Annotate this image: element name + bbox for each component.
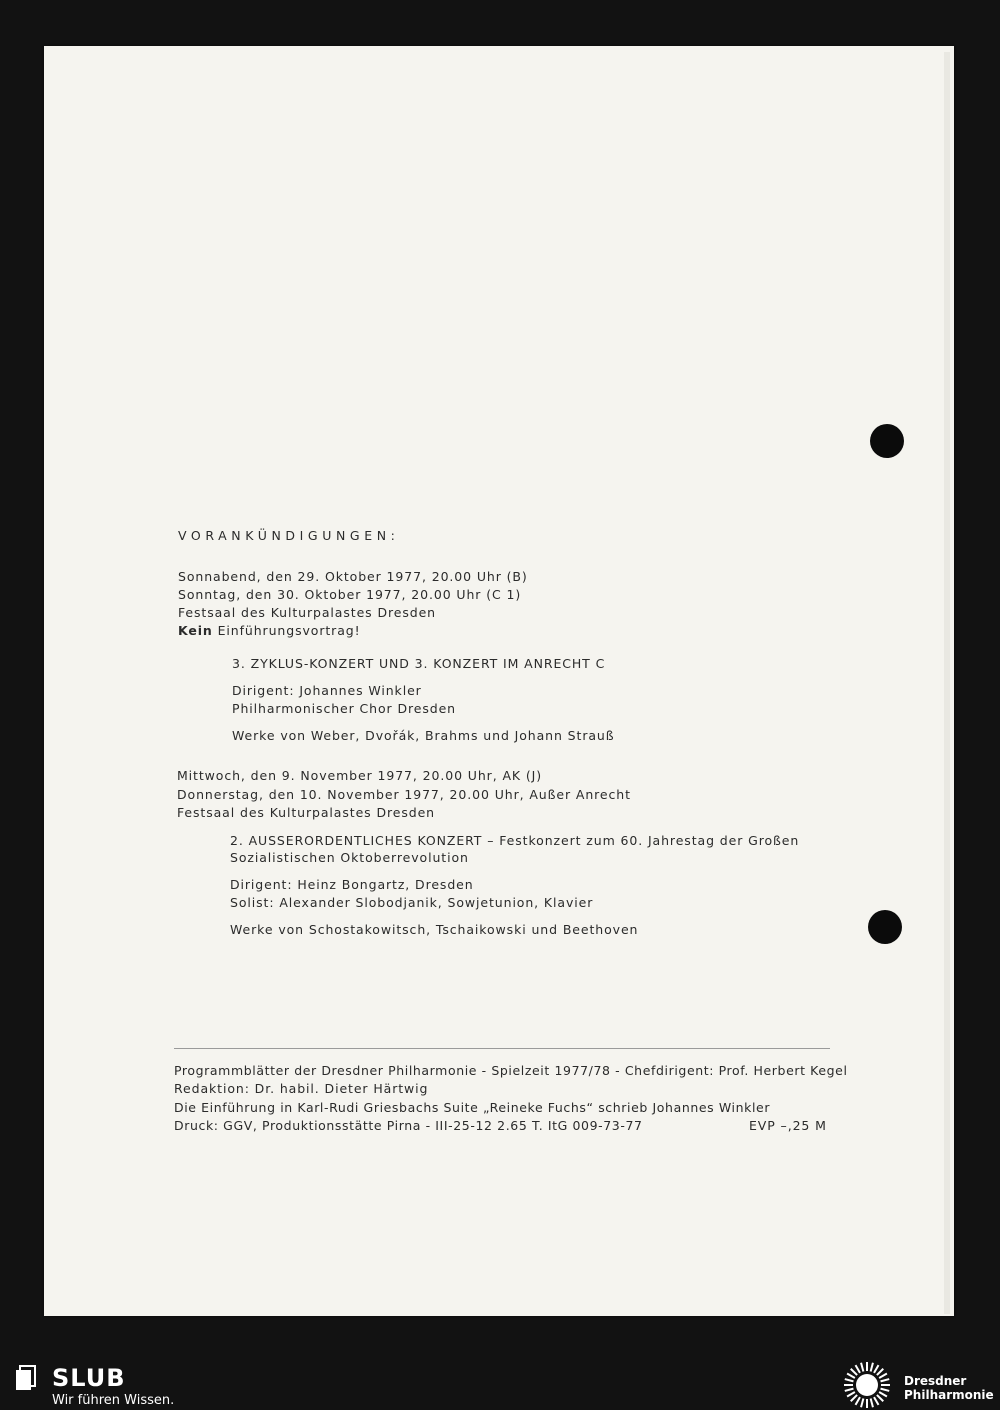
section-heading: VORANKÜNDIGUNGEN:: [178, 528, 400, 543]
event1-conductor: Dirigent: Johannes Winkler: [232, 683, 422, 698]
sunburst-ray: [845, 1389, 854, 1391]
sunburst-ray: [856, 1397, 861, 1405]
event1-works: Werke von Weber, Dvořák, Brahms und Johann Strauß: [232, 728, 615, 743]
sunburst-ray: [856, 1365, 861, 1373]
sunburst-ray: [851, 1369, 857, 1375]
event2-date-line1: Mittwoch, den 9. November 1977, 20.00 Uhr, AK (J): [177, 768, 543, 783]
colophon-line4: Druck: GGV, Produktionsstätte Pirna - III-25-12 2.65 T. ItG 009-73-77: [174, 1118, 643, 1133]
event1-date-line2: Sonntag, den 30. Oktober 1977, 20.00 Uhr (C 1): [178, 587, 522, 602]
philharmonie-brand-line1: Dresdner: [904, 1374, 967, 1388]
slub-brand[interactable]: SLUB: [52, 1364, 126, 1392]
event1-choir: Philharmonischer Chor Dresden: [232, 701, 456, 716]
colophon-line1: Programmblätter der Dresdner Philharmonie - Spielzeit 1977/78 - Chefdirigent: Prof. Herbert Kegel: [174, 1063, 848, 1078]
sunburst-ray: [877, 1395, 883, 1401]
divider-rule: [174, 1048, 830, 1049]
colophon-line2: Redaktion: Dr. habil. Dieter Härtwig: [174, 1081, 429, 1096]
event2-soloist: Solist: Alexander Slobodjanik, Sowjetunion, Klavier: [230, 895, 594, 910]
dresdner-philharmonie-sunburst-icon[interactable]: [840, 1360, 894, 1410]
sunburst-ray: [851, 1395, 857, 1401]
sunburst-ray: [861, 1363, 863, 1372]
sunburst-ray: [881, 1379, 890, 1381]
philharmonie-brand-line2: Philharmonie: [904, 1388, 994, 1402]
sunburst-ray: [861, 1399, 863, 1408]
sunburst-ray: [871, 1399, 873, 1408]
slub-book-icon: [14, 1364, 42, 1394]
punch-hole-top: [870, 424, 904, 458]
event2-works: Werke von Schostakowitsch, Tschaikowski und Beethoven: [230, 922, 639, 937]
event1-note-text: Einführungsvortrag!: [212, 623, 361, 638]
sunburst-ray: [874, 1397, 879, 1405]
event1-venue: Festsaal des Kulturpalastes Dresden: [178, 605, 436, 620]
sunburst-ray: [881, 1389, 890, 1391]
slub-tagline: Wir führen Wissen.: [52, 1393, 175, 1408]
event2-venue: Festsaal des Kulturpalastes Dresden: [177, 805, 435, 820]
page-edge: [944, 52, 950, 1314]
sunburst-ray: [847, 1374, 855, 1379]
punch-hole-bottom: [868, 910, 902, 944]
event1-note: [178, 622, 361, 640]
event1-date-line1: Sonnabend, den 29. Oktober 1977, 20.00 Uhr (B): [178, 569, 528, 584]
event2-date-line2: Donnerstag, den 10. November 1977, 20.00 Uhr, Außer Anrecht: [177, 787, 631, 802]
sunburst-ray: [847, 1392, 855, 1397]
sunburst-ray: [877, 1369, 883, 1375]
colophon-price: EVP –,25 M: [749, 1118, 827, 1133]
event2-title-line2: Sozialistischen Oktoberrevolution: [230, 850, 469, 865]
event2-conductor: Dirigent: Heinz Bongartz, Dresden: [230, 877, 474, 892]
sunburst-ray: [845, 1379, 854, 1381]
sunburst-ray: [874, 1365, 879, 1373]
event1-note-emphasis: Kein: [178, 623, 213, 638]
sunburst-ray: [871, 1363, 873, 1372]
event1-title: 3. ZYKLUS-KONZERT UND 3. KONZERT IM ANRECHT C: [232, 656, 606, 671]
event2-title-line1: 2. AUSSERORDENTLICHES KONZERT – Festkonzert zum 60. Jahrestag der Großen: [230, 833, 800, 848]
sunburst-ray: [879, 1392, 887, 1397]
sunburst-ray: [879, 1374, 887, 1379]
colophon-line3: Die Einführung in Karl-Rudi Griesbachs Suite „Reineke Fuchs“ schrieb Johannes Winkler: [174, 1100, 771, 1115]
